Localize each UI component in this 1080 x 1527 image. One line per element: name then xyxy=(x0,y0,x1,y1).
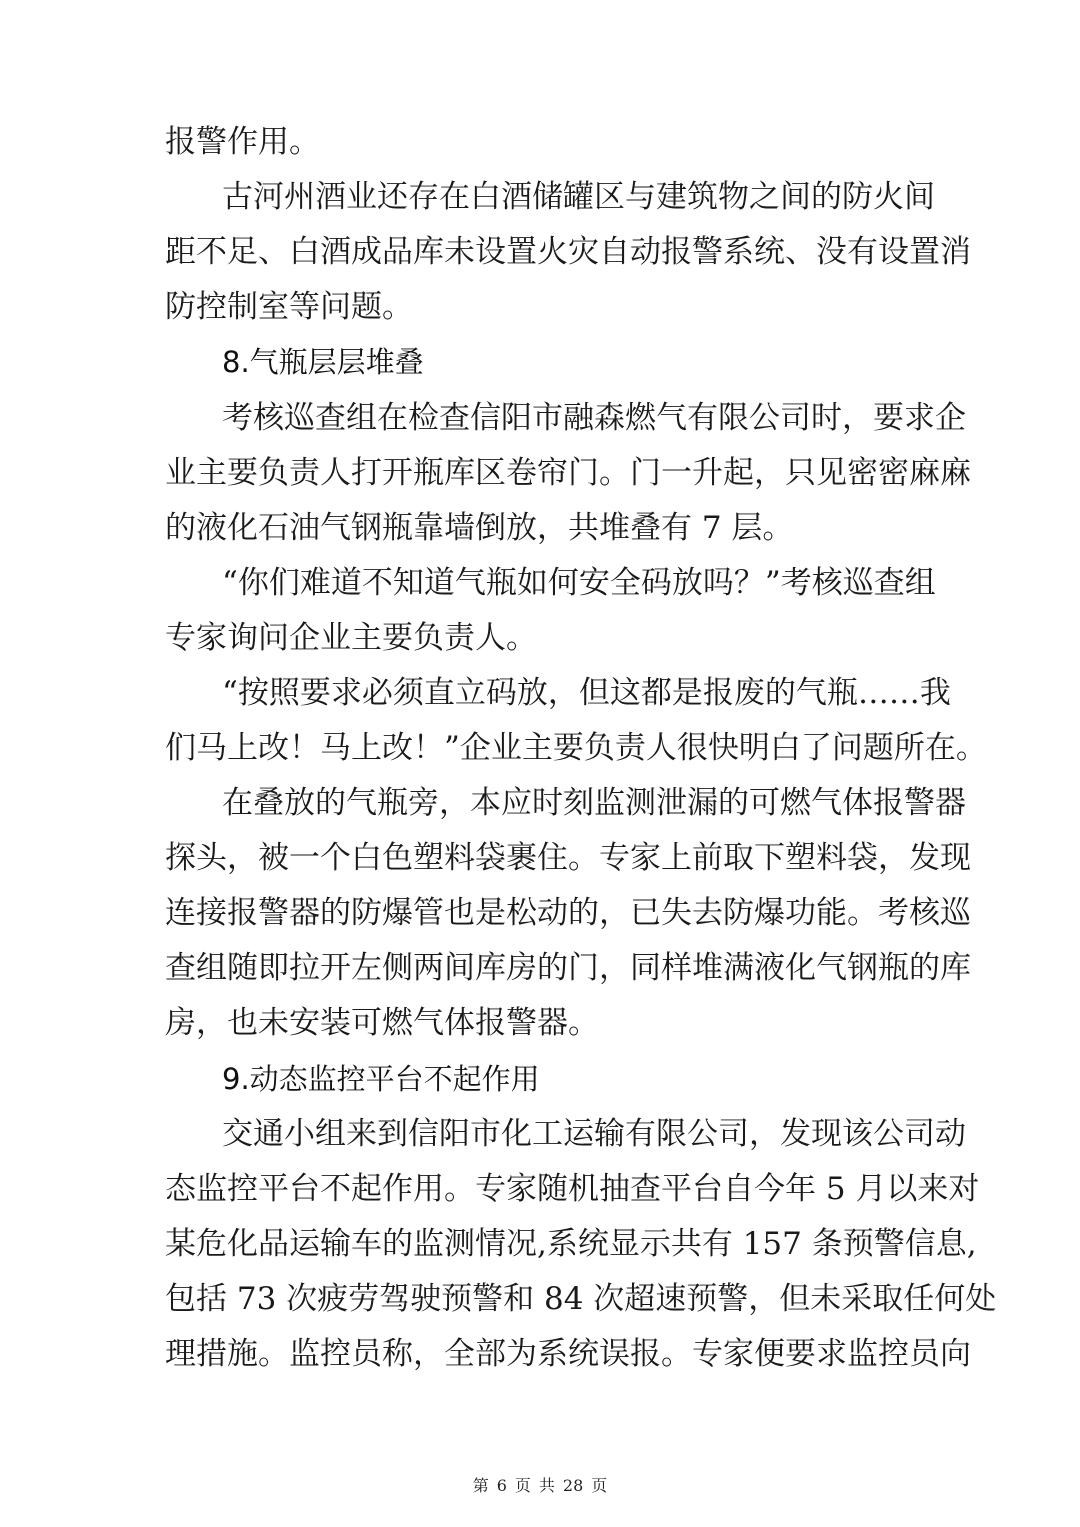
footer-total-pages: 28 xyxy=(562,1476,584,1495)
text-line: 古河州酒业还存在白酒储罐区与建筑物之间的防火间 xyxy=(222,179,935,215)
text-line: 某危化品运输车的监测情况,系统显示共有 157 条预警信息, xyxy=(165,1226,977,1262)
text-line: 的液化石油气钢瓶靠墙倒放，共堆叠有 7 层。 xyxy=(165,510,794,546)
text-line: 理措施。监控员称，全部为系统误报。专家便要求监控员向 xyxy=(165,1336,971,1372)
text-line: “你们难道不知道气瓶如何安全码放吗？”考核巡查组 xyxy=(222,565,936,601)
section-heading: 9.动态监控平台不起作用 xyxy=(222,1062,540,1096)
footer-page-label: 页 xyxy=(514,1476,531,1495)
text-line: 房，也未安装可燃气体报警器。 xyxy=(165,1005,599,1041)
footer-total-prefix: 共 xyxy=(538,1476,555,1495)
section-heading: 8.气瓶层层堆叠 xyxy=(222,345,424,379)
text-line: 业主要负责人打开瓶库区卷帘门。门一升起，只见密密麻麻 xyxy=(165,455,971,491)
text-line: 报警作用。 xyxy=(165,124,320,160)
text-line: 交通小组来到信阳市化工运输有限公司，发现该公司动 xyxy=(222,1116,966,1152)
text-line: 包括 73 次疲劳驾驶预警和 84 次超速预警，但未采取任何处 xyxy=(165,1281,997,1317)
text-line: 专家询问企业主要负责人。 xyxy=(165,620,537,656)
text-line: 探头，被一个白色塑料袋裹住。专家上前取下塑料袋，发现 xyxy=(165,840,971,876)
footer-page-number: 6 xyxy=(496,1476,507,1495)
text-line: 连接报警器的防爆管也是松动的，已失去防爆功能。考核巡 xyxy=(165,895,971,931)
text-line: 防控制室等问题。 xyxy=(165,289,413,325)
text-line: 态监控平台不起作用。专家随机抽查平台自今年 5 月以来对 xyxy=(165,1171,980,1207)
text-line: 们马上改！马上改！”企业主要负责人很快明白了问题所在。 xyxy=(165,730,987,766)
text-line: 在叠放的气瓶旁，本应时刻监测泄漏的可燃气体报警器 xyxy=(222,785,966,821)
footer-suffix: 页 xyxy=(591,1476,608,1495)
page-footer xyxy=(0,1475,1080,1497)
text-line: 考核巡查组在检查信阳市融森燃气有限公司时，要求企 xyxy=(222,400,966,436)
text-line: 查组随即拉开左侧两间库房的门，同样堆满液化气钢瓶的库 xyxy=(165,950,971,986)
text-line: “按照要求必须直立码放，但这都是报废的气瓶……我 xyxy=(222,675,951,711)
text-line: 距不足、白酒成品库未设置火灾自动报警系统、没有设置消 xyxy=(165,234,971,270)
footer-prefix: 第 xyxy=(472,1476,489,1495)
